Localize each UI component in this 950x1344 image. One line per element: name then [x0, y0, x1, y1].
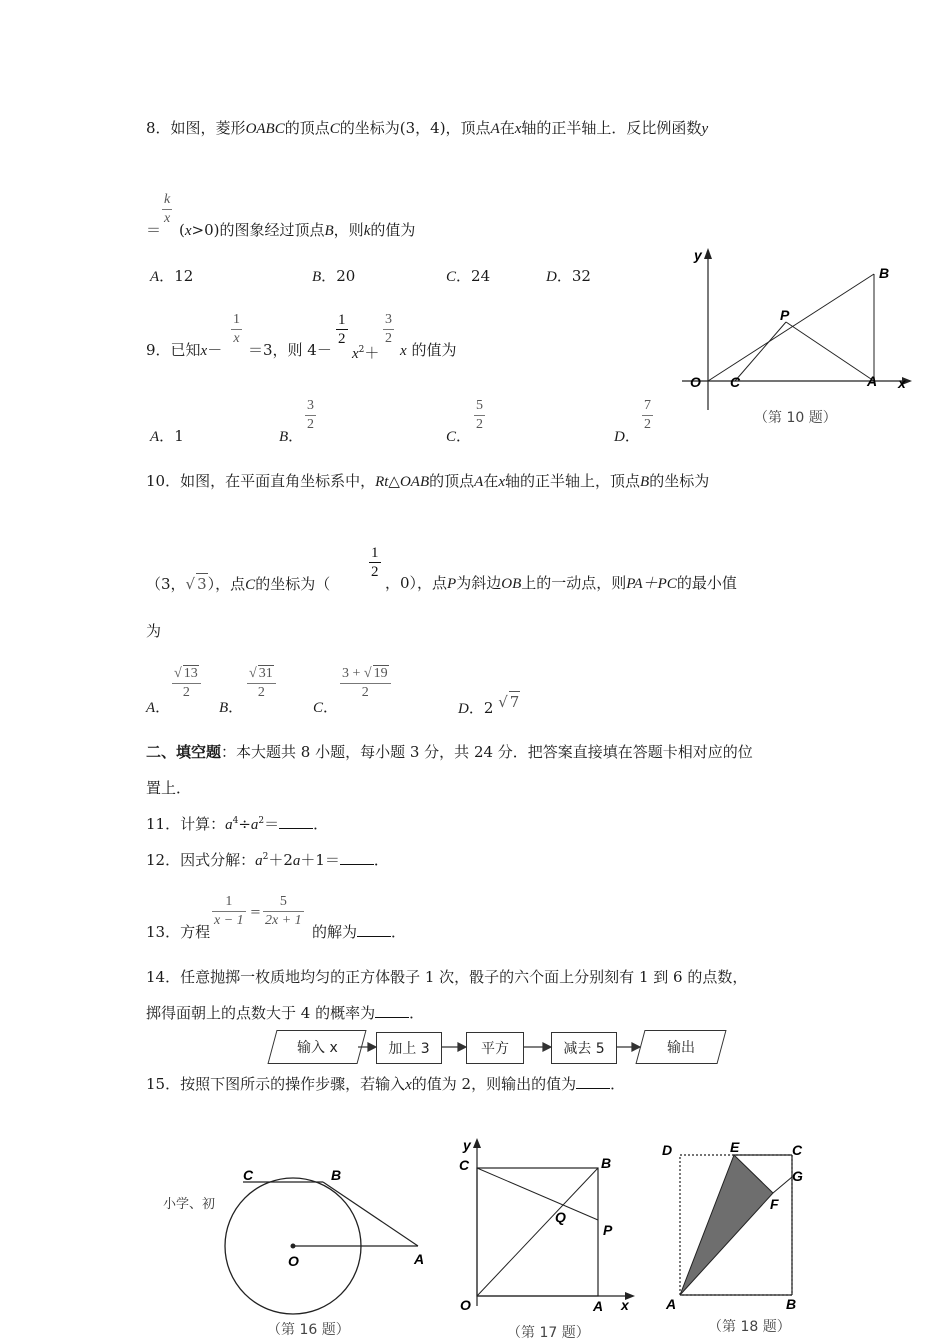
q11-exp: 2 — [258, 816, 265, 826]
q8-var-x: x — [514, 121, 522, 137]
q8-var-k: k — [363, 223, 371, 239]
q10-text: 的最小值 — [676, 574, 737, 592]
fig18-label-b: B — [786, 1296, 797, 1312]
q10-point-c: C — [245, 577, 256, 593]
frac-den: 2 — [257, 685, 265, 700]
frac-num-root: 19 — [373, 666, 388, 681]
q9-option-a: A．1 — [150, 427, 184, 445]
option-letter: A — [150, 269, 160, 285]
fig18-label-e: E — [730, 1139, 740, 1155]
option-letter: C — [313, 700, 324, 716]
option-root: 7 — [509, 693, 520, 711]
q11-var: a — [225, 817, 233, 833]
fig17-label-x: x — [621, 1297, 629, 1313]
q9-text: ＝3，则 4－ — [248, 341, 332, 359]
q10-text: 的顶点 — [429, 472, 475, 490]
frac-num: 1 — [338, 312, 346, 328]
frac-num: 3 — [307, 398, 314, 413]
q11-eq: ＝ — [264, 815, 280, 833]
q9-option-d: D． — [614, 427, 640, 445]
q14-text: 14．任意抛掷一枚质地均匀的正方体骰子 1 次，骰子的六个面上分别刻有 1 到 6 的点数， — [146, 968, 748, 986]
q10-segment-ob: OB — [501, 576, 522, 592]
frac-num: 5 — [476, 398, 483, 413]
fig16-label-a: A — [414, 1251, 425, 1267]
option-value: 32 — [571, 267, 591, 285]
q10-text: ，0），点 — [385, 574, 448, 592]
q10-text: 的坐标为 — [649, 472, 710, 490]
option-letter: D — [458, 701, 469, 717]
frac-num: 5 — [279, 894, 287, 909]
option-letter: A — [146, 700, 156, 716]
option-letter: B — [279, 429, 289, 445]
frac-den: x — [233, 331, 240, 346]
q8-option-c: C．24 — [446, 267, 491, 285]
frac-num-prefix: 3 + — [342, 666, 364, 681]
option-letter: A — [150, 429, 160, 445]
q11-div: ÷ — [238, 815, 251, 833]
fig17-label-o: O — [460, 1297, 471, 1313]
q13-text: ． — [391, 923, 407, 941]
section2-desc: ：本大题共 8 小题，每小题 3 分，共 24 分．把答案直接填在答题卡相对应的位 — [221, 743, 753, 761]
frac-den: 2 — [476, 417, 483, 432]
fig10-label-c: C — [730, 374, 741, 390]
fig10-label-p: P — [780, 307, 790, 323]
q8-text: 如图，菱形 — [170, 119, 246, 137]
q10-triangle: Rt△OAB — [375, 474, 430, 490]
q8-text: 的值为 — [370, 221, 416, 239]
q8-text: ( — [179, 221, 185, 239]
q8-number: 8． — [146, 119, 171, 137]
q9-var-x: x — [200, 343, 208, 359]
option-letter: B — [312, 269, 322, 285]
q9-number: 9．已知 — [146, 341, 201, 359]
q10-text: 轴的正半轴上，顶点 — [505, 472, 641, 490]
q9-var-x: x — [400, 343, 407, 359]
option-letter: D — [546, 269, 557, 285]
fig10-label-o: O — [690, 374, 701, 390]
frac-den: 2x + 1 — [265, 913, 302, 928]
q8-text: 的顶点 — [284, 119, 330, 137]
q11-text: 11．计算： — [146, 815, 226, 833]
q8-oabc: OABC — [245, 121, 285, 137]
q13-eq: = — [250, 905, 261, 920]
q9-plus: ＋ — [364, 344, 380, 362]
q10-sqrt3: 3 — [197, 575, 207, 593]
fig16-label-b: B — [331, 1167, 342, 1183]
q12-var: a — [292, 853, 301, 869]
option-value: 20 — [336, 267, 356, 285]
frac-den: 2 — [385, 331, 392, 346]
fig18-caption: （第 18 题） — [708, 1319, 791, 1335]
q15-text: ． — [610, 1075, 626, 1093]
fig18-label-g: G — [792, 1168, 803, 1184]
q10-point-a: A — [474, 474, 484, 490]
q10-var-x: x — [498, 474, 505, 490]
frac-num: 1 — [225, 894, 233, 909]
q12-text: ． — [373, 851, 389, 869]
q9-var-x: x — [352, 346, 359, 362]
q15-answer-blank[interactable] — [576, 1074, 610, 1089]
option-value: 12 — [174, 267, 194, 285]
option-value: 1 — [174, 427, 184, 445]
fig17-label-p: P — [603, 1222, 613, 1238]
q9-option-c: C． — [446, 427, 472, 445]
q9-exponent: 2 — [358, 345, 365, 355]
fig16-caption: （第 16 题） — [267, 1322, 350, 1338]
frac-num-root: 31 — [258, 666, 273, 681]
fig17-label-b: B — [601, 1155, 612, 1171]
option-letter: B — [219, 700, 229, 716]
q10-option-a-fraction: √ 13 2 — [172, 665, 201, 701]
fig16-label-c: C — [243, 1167, 254, 1183]
q10-text: 为斜边 — [456, 574, 502, 592]
q10-text: （3， — [146, 575, 186, 593]
flow-square-label: 平方 — [481, 1041, 509, 1057]
q12-var: a — [255, 853, 263, 869]
q10-point-p: P — [447, 576, 457, 592]
q8-frac-num: k — [164, 192, 171, 207]
q9-option-b: B． — [279, 427, 304, 445]
fig18-label-f: F — [770, 1196, 779, 1212]
q10-text: 上的一动点，则 — [521, 574, 627, 592]
frac-num: 1 — [233, 312, 240, 327]
q10-expression: PA＋PC — [626, 576, 677, 592]
q11-text: ． — [313, 815, 329, 833]
q12-text: ＋2 — [268, 851, 293, 869]
q8-option-b: B．20 — [312, 267, 356, 285]
q15-var-x: x — [405, 1077, 412, 1093]
option-letter: D — [614, 429, 625, 445]
flow-input-label: 输入 x — [296, 1040, 338, 1056]
section2-title: 二、填空题 — [146, 743, 222, 761]
q11-exp: 4 — [232, 816, 239, 826]
q8-option-a: A．12 — [150, 267, 194, 285]
q14-text: ． — [409, 1004, 425, 1022]
q12-text: 12．因式分解： — [146, 851, 256, 869]
flow-add3-label: 加上 3 — [388, 1041, 430, 1057]
figure-18 — [658, 1135, 818, 1344]
figure-17 — [445, 1130, 645, 1344]
fig10-label-b: B — [879, 265, 890, 281]
q8-var-y: y — [701, 121, 709, 137]
section2-desc: 置上． — [146, 779, 192, 797]
q15-text: 15．按照下图所示的操作步骤，若输入 — [146, 1075, 406, 1093]
q12-text: ＋1＝ — [300, 851, 340, 869]
fig17-label-y: y — [463, 1137, 471, 1153]
q8-option-d: D．32 — [546, 267, 591, 285]
flow-output-label: 输出 — [667, 1040, 695, 1056]
fig16-label-o: O — [288, 1253, 299, 1269]
option-letter: C — [446, 429, 457, 445]
fig17-caption: （第 17 题） — [507, 1325, 590, 1341]
fig10-label-y: y — [694, 247, 702, 263]
frac-num: 3 — [385, 312, 392, 327]
q10-line2-start: （3，√ 3），点C的坐标为（ — [146, 575, 331, 593]
frac-den: 2 — [338, 331, 346, 347]
fig17-label-q: Q — [555, 1209, 566, 1225]
fig10-label-a: A — [867, 373, 878, 389]
option-value: 24 — [471, 267, 491, 285]
figure-16 — [205, 1150, 450, 1344]
frac-den: x − 1 — [214, 913, 244, 928]
frac-den: 2 — [307, 417, 314, 432]
q9-text: 的值为 — [411, 341, 457, 359]
fig10-label-x: x — [898, 375, 906, 391]
q10-point-b: B — [640, 474, 650, 490]
q10-option-b-fraction: √ 31 2 — [247, 665, 276, 701]
q8-text: 轴的正半轴上．反比例函数 — [521, 119, 702, 137]
option-letter: C — [446, 269, 457, 285]
watermark-label: 小学、初 — [163, 1197, 216, 1212]
q10-text: ），点 — [207, 575, 246, 593]
q11-var: a — [250, 817, 259, 833]
q8-equals: ＝ — [146, 221, 162, 239]
q15-text: 的值为 2，则输出的值为 — [411, 1075, 577, 1093]
q8-text: ，则 — [333, 221, 364, 239]
q10-option-c: C． — [313, 698, 339, 716]
frac-den: 2 — [361, 685, 369, 700]
q10-text: 为 — [146, 622, 162, 640]
frac-den: 2 — [371, 564, 379, 580]
q8-var-x: x — [184, 223, 192, 239]
q13-text: 13．方程 — [146, 923, 211, 941]
frac-num: 7 — [644, 398, 651, 413]
q8-point-b: B — [324, 223, 334, 239]
q14-text: 掷得面朝上的点数大于 4 的概率为 — [146, 1004, 376, 1022]
q10-text: 10．如图，在平面直角坐标系中， — [146, 472, 376, 490]
q8-text: 的坐标为(3，4)，顶点 — [339, 119, 491, 137]
frac-den: 2 — [182, 685, 190, 700]
q9-minus: － — [207, 341, 223, 359]
q8-text: 在 — [499, 119, 515, 137]
q15 — [146, 1074, 625, 1095]
q10-text: 的坐标为（ — [255, 575, 331, 593]
fig18-label-a: A — [666, 1296, 677, 1312]
q10-option-d: D．2 √ 7 — [458, 693, 520, 717]
q8-text: >0)的图象经过顶点 — [191, 221, 325, 239]
q10-text: 在 — [483, 472, 499, 490]
fig18-label-d: D — [662, 1142, 673, 1158]
frac-num: 1 — [371, 545, 379, 561]
q8-point-c: C — [329, 121, 340, 137]
q10-option-c-fraction: 3 + √ 19 2 — [340, 665, 391, 701]
q12-exp: 2 — [262, 852, 269, 862]
q8-point-a: A — [490, 121, 500, 137]
fig17-label-c: C — [459, 1157, 470, 1173]
q10-option-b: B． — [219, 698, 244, 716]
fig10-caption: （第 10 题） — [754, 410, 837, 426]
frac-num-root: 13 — [183, 666, 198, 681]
q8-frac-den: x — [164, 211, 171, 226]
flow-sub5-label: 减去 5 — [563, 1041, 605, 1057]
fig17-label-a: A — [593, 1298, 604, 1314]
option-coef: 2 — [483, 699, 494, 717]
fig18-label-c: C — [792, 1142, 803, 1158]
frac-den: 2 — [644, 417, 651, 432]
q10-option-a: A． — [146, 698, 171, 716]
q13-text: 的解为 — [312, 923, 358, 941]
